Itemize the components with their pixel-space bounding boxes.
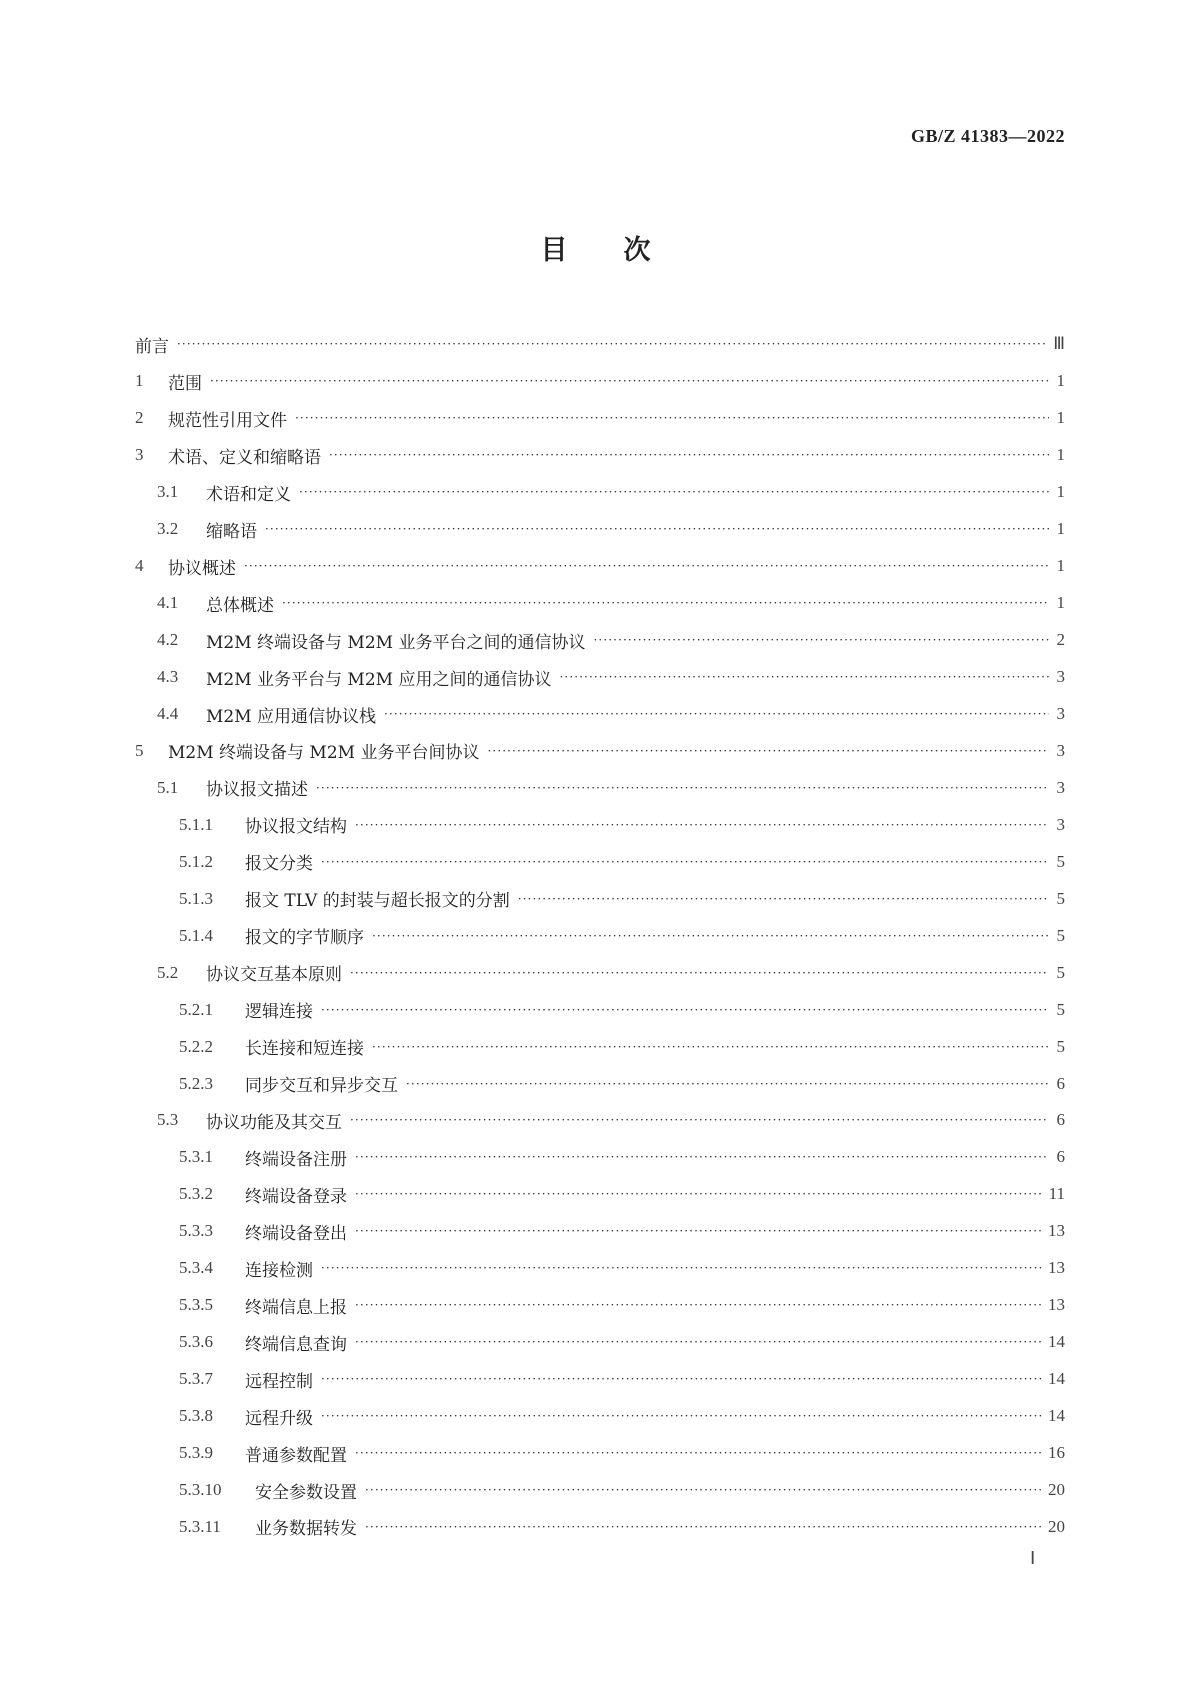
toc-entry-number: 4.3 [157, 667, 179, 687]
toc-entry-number: 5.3.5 [179, 1295, 213, 1315]
toc-entry-page: 20 [1048, 1516, 1065, 1536]
toc-entry[interactable] [135, 511, 1065, 548]
dot-leader [321, 855, 1049, 869]
toc-entry-number: 1 [135, 371, 144, 391]
toc-entry-title: 终端设备登出 [245, 1223, 347, 1244]
toc-entry-number: 5.1.1 [179, 814, 213, 834]
toc-entry[interactable] [135, 1139, 1065, 1176]
toc-entry-page: 3 [1056, 777, 1065, 797]
toc-entry-page: 1 [1056, 408, 1065, 428]
toc-entry-page: 20 [1048, 1480, 1065, 1500]
dot-leader [321, 1409, 1042, 1423]
toc-entry[interactable] [135, 1509, 1065, 1546]
dot-leader [355, 1446, 1042, 1460]
dot-leader [350, 1113, 1049, 1127]
toc-entry-title: M2M 终端设备与 M2M 业务平台之间的通信协议 [206, 632, 586, 653]
dot-leader [350, 966, 1049, 980]
dot-leader [355, 1224, 1042, 1238]
toc-entry-title: 远程控制 [245, 1371, 313, 1392]
toc-entry-page: 11 [1048, 1184, 1065, 1204]
toc-entry[interactable] [135, 1250, 1065, 1287]
toc-entry[interactable] [135, 991, 1065, 1028]
toc-entry[interactable] [135, 806, 1065, 843]
dot-leader [321, 1372, 1042, 1386]
page-number: Ⅰ [1030, 1548, 1036, 1568]
toc-entry-title: 前言 [135, 336, 169, 357]
dot-leader [316, 781, 1049, 795]
dot-leader [329, 448, 1049, 462]
toc-entry[interactable] [135, 1065, 1065, 1102]
toc-entry-title: 总体概述 [206, 595, 274, 616]
toc-entry[interactable] [135, 326, 1065, 363]
toc-entry-page: 13 [1048, 1258, 1065, 1278]
toc-entry-page: 1 [1056, 556, 1065, 576]
toc-entry[interactable] [135, 917, 1065, 954]
toc-entry-title: 终端设备登录 [245, 1186, 347, 1207]
toc-entry-title: 规范性引用文件 [168, 410, 287, 431]
toc-entry-title: 逻辑连接 [245, 1002, 313, 1023]
toc-entry[interactable] [135, 843, 1065, 880]
toc-entry-title: 范围 [168, 373, 202, 394]
toc-entry[interactable] [135, 1176, 1065, 1213]
standard-number: GB/Z 41383—2022 [910, 126, 1065, 146]
toc-entry[interactable] [135, 474, 1065, 511]
dot-leader [355, 1187, 1043, 1201]
dot-leader [355, 818, 1049, 832]
toc-entry-number: 3.1 [157, 482, 179, 502]
toc-entry-number: 4.2 [157, 630, 179, 650]
toc-entry-page: 3 [1056, 667, 1065, 687]
toc-entry-number: 5.3.11 [179, 1516, 221, 1536]
toc-entry[interactable] [135, 585, 1065, 622]
toc-entry[interactable] [135, 363, 1065, 400]
toc-entry-title: 普通参数配置 [245, 1445, 347, 1466]
toc-entry-title: 业务数据转发 [255, 1519, 357, 1540]
dot-leader [372, 1040, 1049, 1054]
toc-entry-page: 13 [1048, 1295, 1065, 1315]
toc-entry-page: 1 [1056, 593, 1065, 613]
dot-leader [593, 633, 1049, 647]
toc-entry-number: 5.3 [157, 1110, 179, 1130]
toc-entry-title: 同步交互和异步交互 [245, 1076, 398, 1097]
toc-entry-number: 5.3.3 [179, 1221, 213, 1241]
toc-entry-title: 术语和定义 [206, 484, 291, 505]
toc-entry-page: 5 [1056, 962, 1065, 982]
toc-entry[interactable] [135, 1472, 1065, 1509]
toc-entry[interactable] [135, 1324, 1065, 1361]
toc-entry-number: 5.3.1 [179, 1147, 213, 1167]
dot-leader [282, 596, 1049, 610]
toc-entry-number: 5.3.10 [179, 1480, 222, 1500]
page-title: 目次 [540, 235, 707, 266]
toc-entry-number: 5 [135, 740, 144, 760]
toc-entry-number: 5.3.2 [179, 1184, 213, 1204]
toc-entry-number: 4 [135, 556, 144, 576]
toc-entry-number: 4.1 [157, 593, 179, 613]
toc-entry-page: 5 [1056, 999, 1065, 1019]
toc-entry-page: 1 [1056, 445, 1065, 465]
toc-entry[interactable] [135, 1102, 1065, 1139]
toc-entry-title: 终端信息上报 [245, 1297, 347, 1318]
toc-entry-number: 5.1.2 [179, 851, 213, 871]
toc-entry-title: 连接检测 [245, 1260, 313, 1281]
toc-entry[interactable] [135, 1028, 1065, 1065]
toc-entry-page: 3 [1056, 704, 1065, 723]
toc-entry[interactable] [135, 954, 1065, 991]
toc-entry-page: 1 [1056, 371, 1065, 391]
toc-entry-number: 5.1.3 [179, 888, 213, 908]
dot-leader [177, 337, 1047, 351]
toc-entry[interactable] [135, 1398, 1065, 1435]
toc-entry-page: 6 [1056, 1147, 1065, 1167]
toc-entry-number: 5.1 [157, 777, 179, 797]
toc-entry-page: 14 [1048, 1369, 1065, 1389]
toc-entry-number: 5.3.7 [179, 1369, 213, 1389]
toc-entry-number: 5.2.1 [179, 999, 213, 1019]
toc-entry-title: 长连接和短连接 [245, 1039, 364, 1060]
toc-entry[interactable] [135, 548, 1065, 585]
dot-leader [355, 1298, 1042, 1312]
dot-leader [355, 1335, 1042, 1349]
toc-entry-number: 5.3.9 [179, 1443, 213, 1463]
toc-entry[interactable] [135, 696, 1065, 733]
toc-entry-page: 5 [1056, 888, 1065, 908]
dot-leader [518, 892, 1049, 906]
toc-entry[interactable] [135, 437, 1065, 474]
toc-entry-page: 3 [1056, 814, 1065, 834]
toc-entry-title: 术语、定义和缩略语 [168, 447, 321, 468]
toc-entry-title: 协议功能及其交互 [206, 1112, 342, 1133]
dot-leader [295, 411, 1049, 425]
toc-entry-number: 5.3.6 [179, 1332, 213, 1352]
toc-entry-title: 安全参数设置 [255, 1482, 357, 1503]
toc-entry[interactable] [135, 1435, 1065, 1472]
dot-leader [321, 1261, 1042, 1275]
toc-entry-page: 14 [1048, 1332, 1065, 1352]
dot-leader [355, 1150, 1049, 1164]
toc-entry[interactable] [135, 622, 1065, 659]
toc-entry-number: 5.2.2 [179, 1036, 213, 1056]
toc-entry[interactable] [135, 400, 1065, 437]
table-of-contents [135, 326, 1065, 1545]
dot-leader [372, 929, 1049, 943]
toc-entry[interactable] [135, 1287, 1065, 1324]
toc-entry-page: 1 [1056, 519, 1065, 539]
dot-leader [265, 522, 1049, 536]
toc-entry-title: 缩略语 [206, 521, 257, 542]
toc-entry-title: M2M 终端设备与 M2M 业务平台间协议 [168, 743, 480, 764]
dot-leader [406, 1077, 1049, 1091]
dot-leader [244, 559, 1049, 573]
toc-entry-page: 16 [1048, 1443, 1065, 1463]
toc-entry[interactable] [135, 1213, 1065, 1250]
toc-entry-page: 5 [1056, 1036, 1065, 1056]
toc-entry-title: 协议报文描述 [206, 780, 308, 801]
toc-entry-page: 6 [1056, 1110, 1065, 1130]
toc-entry-number: 5.1.4 [179, 925, 213, 945]
dot-leader [210, 374, 1049, 388]
toc-entry[interactable] [135, 732, 1065, 769]
toc-entry-page: 1 [1056, 482, 1065, 502]
toc-entry-page: 3 [1056, 740, 1065, 760]
toc-entry-number: 5.3.4 [179, 1258, 213, 1278]
toc-entry-page: 6 [1056, 1073, 1065, 1093]
toc-entry-title: 报文 TLV 的封装与超长报文的分割 [245, 891, 510, 912]
toc-entry-title: M2M 业务平台与 M2M 应用之间的通信协议 [206, 669, 552, 690]
toc-entry-title: 终端信息查询 [245, 1334, 347, 1355]
toc-entry-page: 13 [1048, 1221, 1065, 1241]
toc-entry-number: 5.2 [157, 962, 179, 982]
toc-entry-page: 5 [1056, 851, 1065, 871]
toc-entry-title: 协议报文结构 [245, 817, 347, 838]
toc-entry-number: 5.2.3 [179, 1073, 213, 1093]
dot-leader [384, 707, 1049, 721]
dot-leader [299, 485, 1049, 499]
toc-entry[interactable] [135, 659, 1065, 696]
toc-entry[interactable] [135, 880, 1065, 917]
toc-entry[interactable] [135, 769, 1065, 806]
toc-entry-title: M2M 应用通信协议栈 [206, 706, 377, 727]
toc-entry-page: 5 [1056, 925, 1065, 945]
toc-entry-number: 4.4 [157, 704, 179, 723]
toc-entry-number: 2 [135, 408, 144, 428]
toc-entry-page: 14 [1048, 1406, 1065, 1426]
dot-leader [559, 670, 1049, 684]
dot-leader [365, 1520, 1042, 1534]
toc-entry-page: 2 [1056, 630, 1065, 650]
toc-entry-title: 报文分类 [245, 854, 313, 875]
dot-leader [487, 744, 1049, 758]
toc-entry-title: 报文的字节顺序 [245, 928, 364, 949]
toc-entry-title: 远程升级 [245, 1408, 313, 1429]
toc-entry-page: Ⅲ [1053, 334, 1065, 354]
toc-entry-title: 终端设备注册 [245, 1149, 347, 1170]
toc-entry[interactable] [135, 1361, 1065, 1398]
toc-entry-number: 5.3.8 [179, 1406, 213, 1426]
toc-entry-title: 协议概述 [168, 558, 236, 579]
toc-entry-title: 协议交互基本原则 [206, 965, 342, 986]
toc-entry-number: 3 [135, 445, 144, 465]
toc-entry-number: 3.2 [157, 519, 179, 539]
dot-leader [321, 1003, 1049, 1017]
dot-leader [365, 1483, 1042, 1497]
